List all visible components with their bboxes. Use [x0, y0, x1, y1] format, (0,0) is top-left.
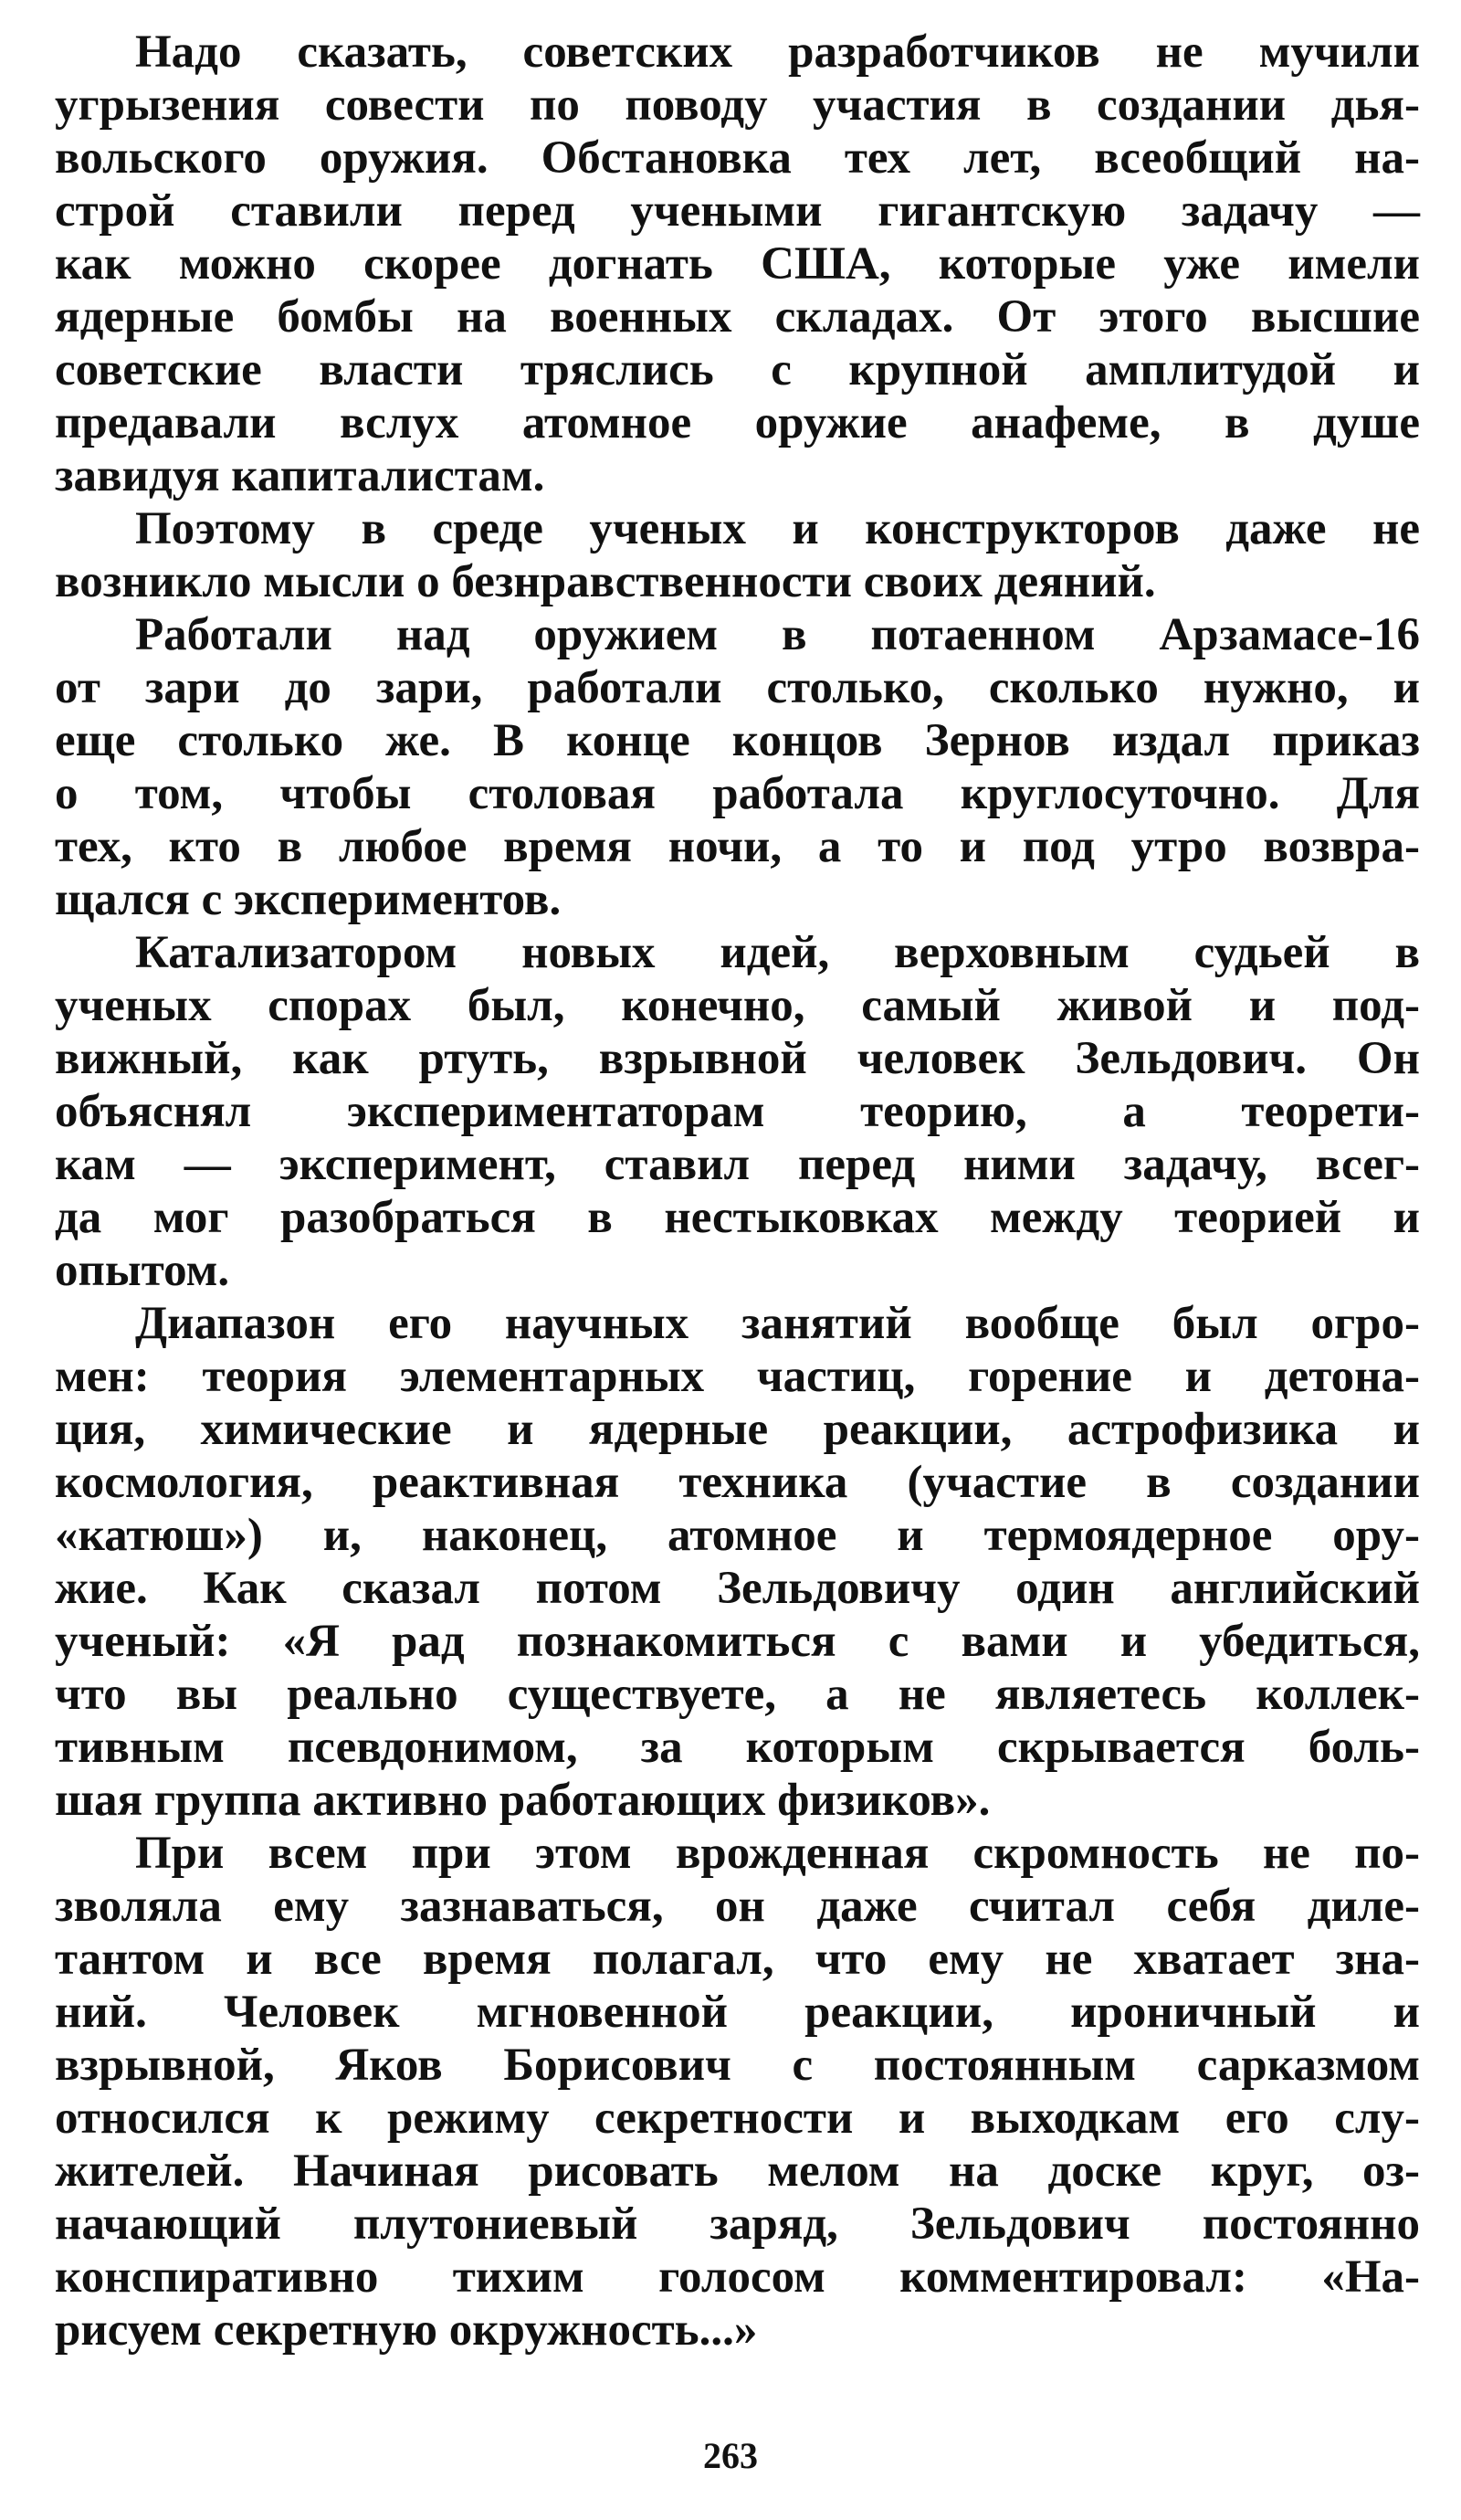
text-line: ний. Человек мгновенной реакции, ироничный и [55, 1987, 1420, 2038]
page-number: 263 [703, 2435, 758, 2476]
text-line: взрывной, Яков Борисович с постоянным сарказмом [55, 2040, 1420, 2091]
text-line: космология, реактивная техника (участие в создании [55, 1457, 1420, 1508]
text-line: о том, чтобы столовая работала круглосуточно. Для [55, 768, 1420, 819]
text-line: мен: теория элементарных частиц, горение и детона- [55, 1351, 1420, 1402]
paragraph [55, 502, 1420, 608]
text-line: зволяла ему зазнаваться, он даже считал себя диле- [55, 1881, 1420, 1932]
text-line: Работали над оружием в потаенном Арзамасе-16 [135, 609, 1420, 660]
text-line: как можно скорее догнать США, которые уже имели [55, 238, 1420, 290]
text-line: рисуем секретную окружность...» [55, 2304, 758, 2356]
text-line: да мог разобраться в нестыковках между теорией и [55, 1192, 1420, 1243]
text-line: ция, химические и ядерные реакции, астрофизика и [55, 1404, 1420, 1455]
text-line: угрызения совести по поводу участия в создании дья- [55, 79, 1420, 131]
text-line: При всем при этом врожденная скромность не по- [135, 1828, 1420, 1879]
text-line: завидуя капиталистам. [55, 450, 545, 501]
text-line: Диапазон его научных занятий вообще был огро- [135, 1298, 1420, 1349]
paragraph [55, 926, 1420, 1297]
text-line: жие. Как сказал потом Зельдовичу один английский [55, 1563, 1420, 1614]
paragraph [55, 608, 1420, 926]
text-line: щался с экспериментов. [55, 874, 562, 925]
text-line: Катализатором новых идей, верховным судьей в [135, 927, 1420, 978]
text-line: ядерные бомбы на военных складах. От этого высшие [55, 291, 1420, 343]
text-line: вижный, как ртуть, взрывной человек Зельдович. Он [55, 1033, 1420, 1084]
text-line: «катюш») и, наконец, атомное и термоядерное ору- [55, 1510, 1420, 1561]
text-line: опытом. [55, 1245, 230, 1296]
paragraph [55, 26, 1420, 502]
text-line: тивным псевдонимом, за которым скрывается боль- [55, 1722, 1420, 1773]
page-text [55, 26, 1420, 2357]
text-line: тантом и все время полагал, что ему не хватает зна- [55, 1934, 1420, 1985]
text-line: ученый: «Я рад познакомиться с вами и убедиться, [55, 1616, 1420, 1667]
text-line: от зари до зари, работали столько, сколько нужно, и [55, 662, 1420, 713]
text-line: тех, кто в любое время ночи, а то и под утро возвра- [55, 821, 1420, 872]
paragraph [55, 1297, 1420, 1827]
text-line: Поэтому в среде ученых и конструкторов даже не [135, 503, 1420, 554]
text-line: возникло мысли о безнравственности своих деяний. [55, 556, 1156, 607]
text-line: жителей. Начиная рисовать мелом на доске круг, оз- [55, 2146, 1420, 2197]
text-line: объяснял экспериментаторам теорию, а теорети- [55, 1086, 1420, 1137]
text-line: относился к режиму секретности и выходкам его слу- [55, 2093, 1420, 2144]
text-line: начающий плутониевый заряд, Зельдович постоянно [55, 2198, 1420, 2250]
text-line: что вы реально существуете, а не являетесь коллек- [55, 1669, 1420, 1720]
text-line: ученых спорах был, конечно, самый живой и под- [55, 980, 1420, 1031]
text-line: конспиративно тихим голосом комментировал: «На- [55, 2251, 1420, 2303]
text-line: шая группа активно работающих физиков». [55, 1775, 991, 1826]
text-line: строй ставили перед учеными гигантскую задачу — [55, 185, 1420, 237]
text-line: Надо сказать, советских разработчиков не мучили [135, 26, 1420, 78]
text-line: предавали вслух атомное оружие анафеме, в душе [55, 397, 1420, 448]
text-line: еще столько же. В конце концов Зернов издал приказ [55, 715, 1420, 766]
paragraph [55, 1827, 1420, 2357]
text-line: вольского оружия. Обстановка тех лет, всеобщий на- [55, 132, 1420, 184]
text-line: кам — эксперимент, ставил перед ними задачу, всег- [55, 1139, 1420, 1190]
text-line: советские власти тряслись с крупной амплитудой и [55, 344, 1420, 395]
